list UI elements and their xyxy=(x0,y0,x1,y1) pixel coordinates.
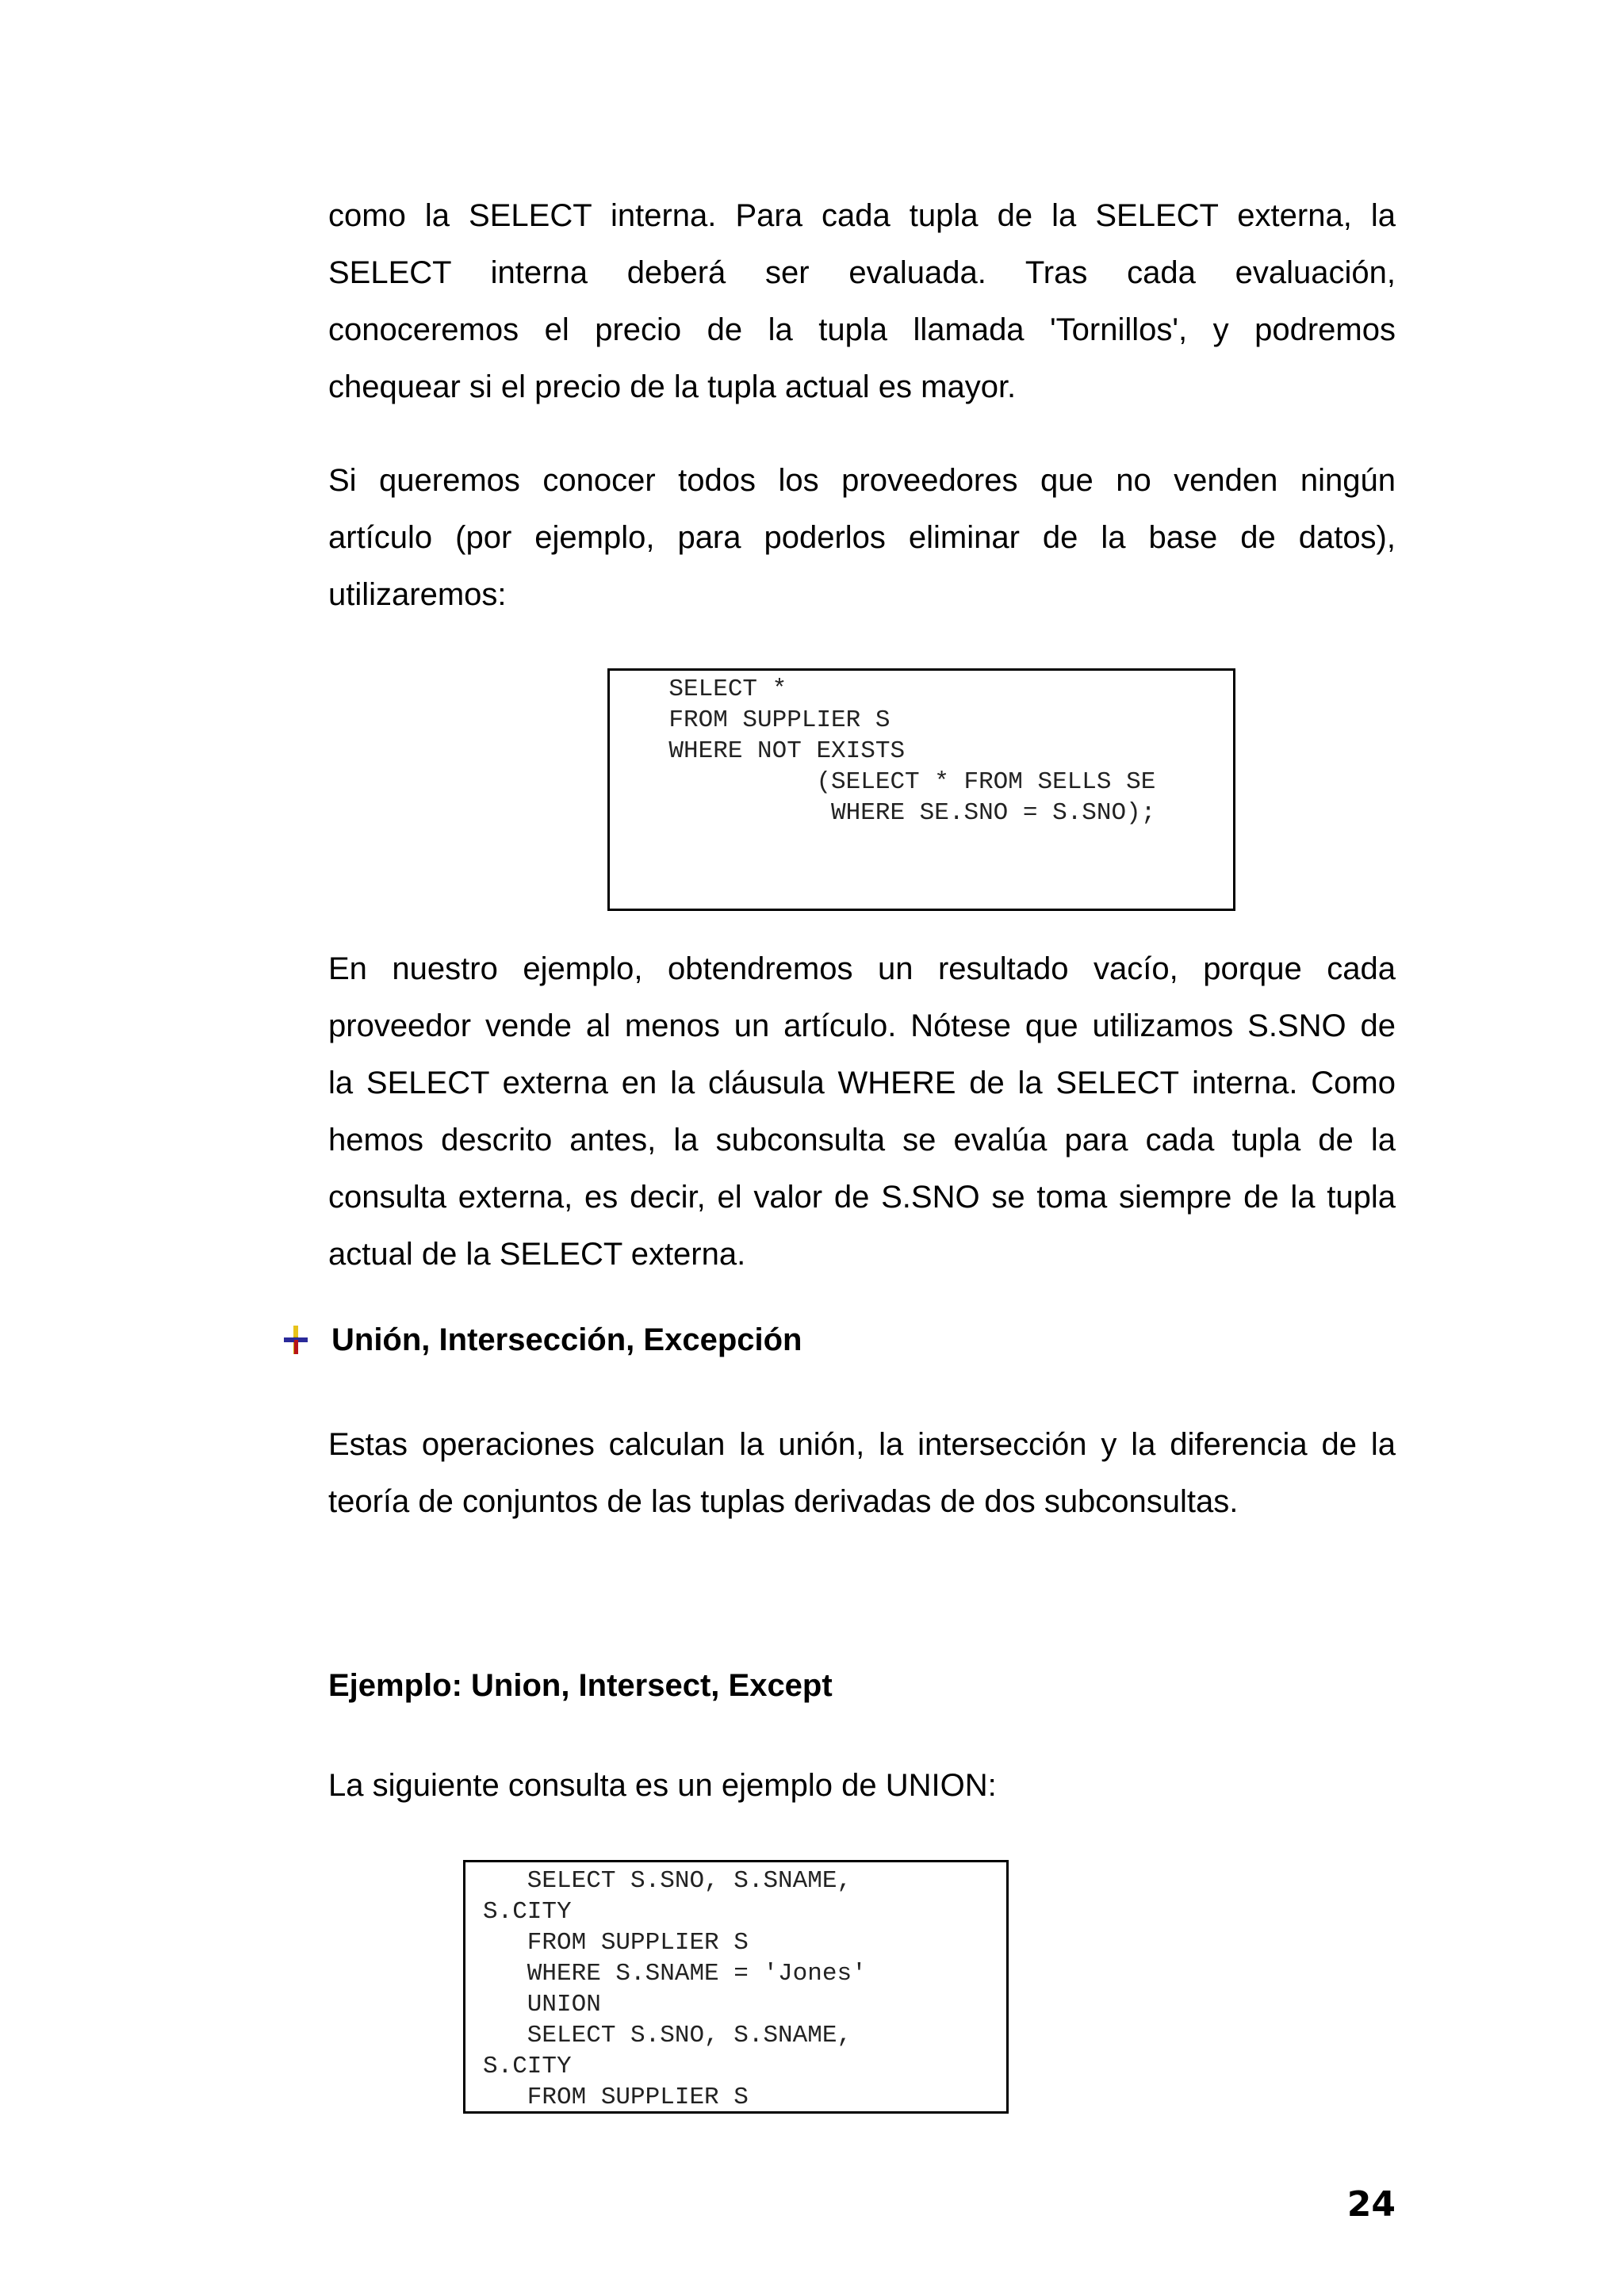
text-line: consulta externa, es decir, el valor de S.SNO se toma siempre de la tupla xyxy=(328,1180,1396,1215)
code-text: SELECT * FROM SUPPLIER S WHERE NOT EXISTS (SELECT * FROM SELLS SE WHERE SE.SNO = S.SNO); xyxy=(668,675,1156,827)
text-line: La siguiente consulta es un ejemplo de UNION: xyxy=(328,1768,997,1803)
paragraph-2 xyxy=(328,452,1396,623)
text-line: chequear si el precio de la tupla actual es mayor. xyxy=(328,369,1017,404)
example-heading: Ejemplo: Union, Intersect, Except xyxy=(328,1668,833,1703)
section-heading: Unión, Intersección, Excepción xyxy=(331,1322,802,1357)
paragraph-1 xyxy=(328,187,1396,415)
pushpin-bullet-icon xyxy=(282,1324,309,1356)
text-line: conoceremos el precio de la tupla llamada 'Tornillos', y podremos xyxy=(328,312,1396,347)
text-line: actual de la SELECT externa. xyxy=(328,1237,746,1272)
paragraph-4 xyxy=(328,1416,1396,1530)
text-line: utilizaremos: xyxy=(328,577,507,612)
text-line: hemos descrito antes, la subconsulta se evalúa para cada tupla de la xyxy=(328,1123,1396,1158)
paragraph-5 xyxy=(328,1757,1396,1814)
text-line: teoría de conjuntos de las tuplas derivadas de dos subconsultas. xyxy=(328,1484,1239,1519)
text-line: SELECT interna deberá ser evaluada. Tras cada evaluación, xyxy=(328,255,1396,290)
text-line: proveedor vende al menos un artículo. Nótese que utilizamos S.SNO de xyxy=(328,1008,1396,1043)
code-block-not-exists xyxy=(607,668,1235,911)
text-line: artículo (por ejemplo, para poderlos eliminar de la base de datos), xyxy=(328,520,1396,555)
code-block-union xyxy=(463,1860,1009,2114)
paragraph-3 xyxy=(328,940,1396,1283)
text-line: En nuestro ejemplo, obtendremos un resultado vacío, porque cada xyxy=(328,951,1396,986)
code-text: SELECT S.SNO, S.SNAME, S.CITY FROM SUPPLIER S WHERE S.SNAME = 'Jones' UNION SELECT S.SNO, S.SNAME, S.CITY FROM SUPPLIER S xyxy=(483,1867,867,2111)
text-line: Si queremos conocer todos los proveedores que no venden ningún xyxy=(328,463,1396,498)
text-line: Estas operaciones calculan la unión, la intersección y la diferencia de la xyxy=(328,1427,1396,1462)
text-line: como la SELECT interna. Para cada tupla de la SELECT externa, la xyxy=(328,198,1396,233)
page-number: 24 xyxy=(1346,2184,1396,2225)
text-line: la SELECT externa en la cláusula WHERE de la SELECT interna. Como xyxy=(328,1066,1396,1100)
